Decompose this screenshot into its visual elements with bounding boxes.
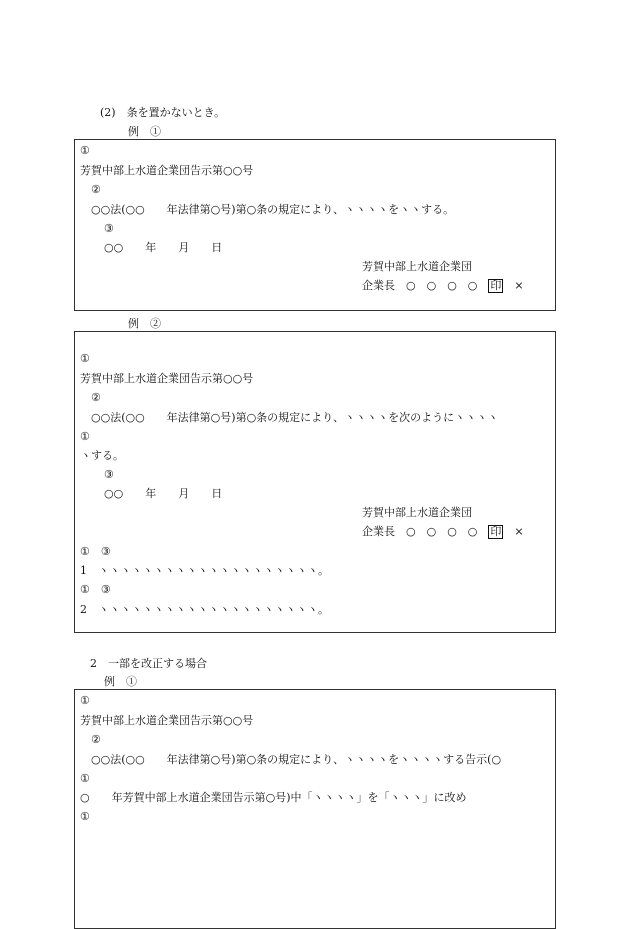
x-mark: × xyxy=(514,525,524,538)
organization-name: 芳賀中部上水道企業団 xyxy=(362,506,472,519)
example-box-3 xyxy=(74,689,556,929)
seal-mark: 印 xyxy=(490,525,502,538)
signature-line xyxy=(362,525,524,539)
notice-number: 芳賀中部上水道企業団告示第○○号 xyxy=(80,164,254,177)
notice-body: ○○法(○○ 年法律第○号)第○条の規定により、ヽヽヽヽをヽヽヽヽする告示(○ xyxy=(91,753,502,766)
example-label-2: 例 ② xyxy=(128,317,161,330)
chief-name: 企業長 ○ ○ ○ ○ xyxy=(362,279,478,292)
seal-mark: 印 xyxy=(490,279,502,292)
x-mark: × xyxy=(514,279,524,292)
annotation-marker: ① xyxy=(80,772,90,785)
annotation-marker: ① xyxy=(80,430,90,443)
notice-body-cont: ○ 年芳賀中部上水道企業団告示第○号)中「ヽヽヽヽ」を「ヽヽヽ」に改め xyxy=(80,791,467,804)
example-box-1 xyxy=(74,139,556,311)
section-heading: (2) 条を置かないとき。 xyxy=(100,106,226,119)
notice-body: ○○法(○○ 年法律第○号)第○条の規定により、ヽヽヽヽをヽヽする。 xyxy=(91,203,455,216)
annotation-marker: ③ xyxy=(104,222,114,235)
annotation-marker: ① xyxy=(80,694,90,707)
notice-number: 芳賀中部上水道企業団告示第○○号 xyxy=(80,714,254,727)
list-item: 2 ヽヽヽヽヽヽヽヽヽヽヽヽヽヽヽヽヽヽヽヽ。 xyxy=(80,603,329,616)
example-box-2 xyxy=(74,331,556,633)
annotation-marker: ② xyxy=(91,733,101,746)
annotation-marker: ① xyxy=(80,810,90,823)
organization-name: 芳賀中部上水道企業団 xyxy=(362,260,472,273)
annotation-marker: ③ xyxy=(104,468,114,481)
notice-number: 芳賀中部上水道企業団告示第○○号 xyxy=(80,372,254,385)
example-label-1: 例 ① xyxy=(128,125,161,138)
annotation-marker: ② xyxy=(91,391,101,404)
chief-name: 企業長 ○ ○ ○ ○ xyxy=(362,525,478,538)
annotation-marker: ① xyxy=(80,144,90,157)
notice-body: ○○法(○○ 年法律第○号)第○条の規定により、ヽヽヽヽを次のようにヽヽヽヽ xyxy=(91,411,499,424)
notice-body-cont: ヽする。 xyxy=(80,449,124,462)
notice-date: ○○ 年 月 日 xyxy=(104,241,223,254)
annotation-marker: ① xyxy=(80,352,90,365)
signature-line xyxy=(362,279,524,293)
annotation-marker: ① ③ xyxy=(80,583,111,596)
list-item: 1 ヽヽヽヽヽヽヽヽヽヽヽヽヽヽヽヽヽヽヽヽ。 xyxy=(80,564,329,577)
annotation-marker: ② xyxy=(91,183,101,196)
section-heading: 2 一部を改正する場合 xyxy=(90,657,207,670)
annotation-marker: ① ③ xyxy=(80,545,111,558)
notice-date: ○○ 年 月 日 xyxy=(104,487,223,500)
example-label-3: 例 ① xyxy=(104,675,137,688)
